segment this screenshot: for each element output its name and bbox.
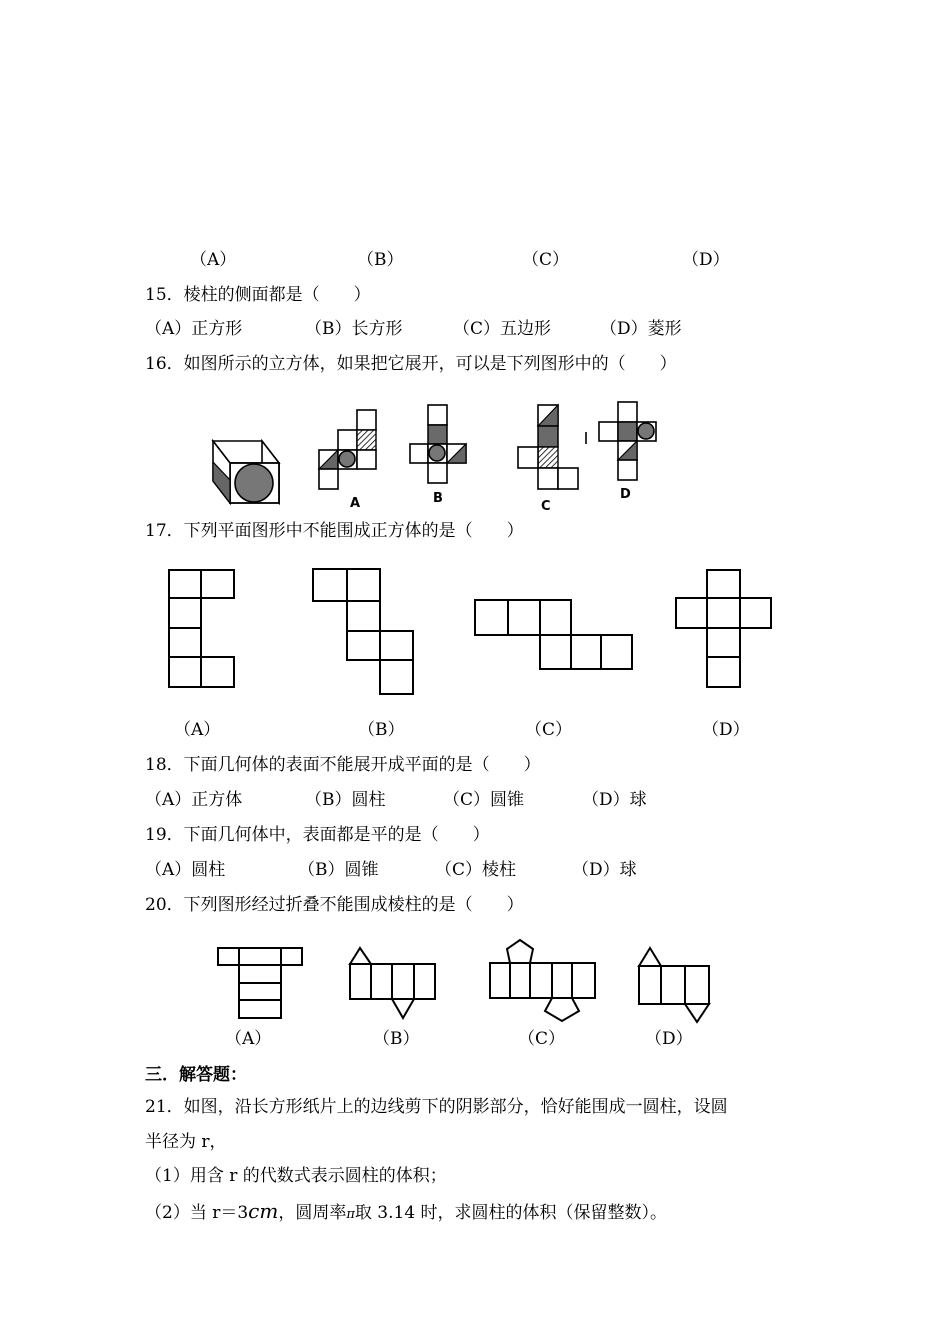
q21-part2-b: ，圆周率	[278, 1203, 347, 1223]
q16-label-d: D	[620, 487, 631, 502]
q20-option-a: （A）	[225, 1029, 272, 1049]
q16-stem: 16．如图所示的立方体，如果把它展开，可以是下列图形中的（ ）	[145, 354, 677, 374]
q17-net-d	[676, 570, 771, 687]
q17-net-c	[475, 600, 632, 669]
q18-option-b: （B）圆柱	[305, 790, 386, 810]
q19-option-b: （B）圆锥	[298, 860, 379, 880]
q16-net-b	[410, 405, 466, 483]
q16-net-d	[599, 402, 656, 480]
q20-option-c: （C）	[518, 1029, 566, 1049]
q15-option-d: （D）菱形	[600, 319, 682, 339]
q21-part2-pi: π	[346, 1207, 355, 1222]
q16-net-c	[518, 405, 586, 489]
q19-option-a: （A）圆柱	[145, 860, 226, 880]
q20-net-c	[490, 940, 595, 1021]
q21-part1: （1）用含 r 的代数式表示圆柱的体积；	[145, 1166, 447, 1186]
q16-label-b: B	[433, 491, 443, 506]
q14-option-c: （C）	[522, 250, 570, 270]
q20-net-b	[350, 948, 435, 1018]
q19-option-d: （D）球	[572, 860, 637, 880]
q17-net-b	[313, 569, 413, 694]
section3-title: 三．解答题：	[145, 1065, 247, 1085]
q15-option-a: （A）正方形	[145, 319, 243, 339]
q21-part2-a: （2）当 r＝3	[145, 1203, 249, 1223]
q20-net-d	[639, 948, 709, 1022]
q14-option-b: （B）	[357, 250, 404, 270]
q18-option-a: （A）正方体	[145, 790, 243, 810]
q20-stem: 20．下列图形经过折叠不能围成棱柱的是（ ）	[145, 895, 524, 915]
q21-line2: 半径为 r，	[145, 1132, 227, 1152]
q16-label-a: A	[350, 496, 361, 511]
q15-option-b: （B）长方形	[305, 319, 403, 339]
q16-cube-figure	[213, 441, 279, 503]
q21-part2-c: 取 3.14 时，求圆柱的体积（保留整数）。	[354, 1203, 668, 1223]
q19-option-c: （C）棱柱	[435, 860, 517, 880]
q17-option-b: （B）	[358, 720, 405, 740]
q21-part2-unit: cm	[248, 1199, 279, 1223]
q21-part2	[145, 1201, 667, 1225]
q20-option-b: （B）	[373, 1029, 420, 1049]
q16-net-a	[319, 410, 376, 489]
q17-option-a: （A）	[174, 720, 221, 740]
q17-option-d: （D）	[702, 720, 750, 740]
q19-stem: 19．下面几何体中，表面都是平的是（ ）	[145, 825, 490, 845]
q17-stem: 17．下列平面图形中不能围成正方体的是（ ）	[145, 521, 524, 541]
q14-option-d: （D）	[682, 250, 730, 270]
q20-option-d: （D）	[645, 1029, 693, 1049]
q18-stem: 18．下面几何体的表面不能展开成平面的是（ ）	[145, 755, 541, 775]
q18-option-c: （C）圆锥	[443, 790, 525, 810]
q17-option-c: （C）	[525, 720, 573, 740]
q15-stem: 15．棱柱的侧面都是（ ）	[145, 285, 371, 305]
q15-option-c: （C）五边形	[453, 319, 552, 339]
q20-net-a	[218, 948, 302, 1018]
q21-line1: 21．如图，沿长方形纸片上的边线剪下的阴影部分，恰好能围成一圆柱，设圆	[145, 1097, 728, 1117]
q17-net-a	[169, 570, 234, 687]
q14-option-a: （A）	[190, 250, 237, 270]
q18-option-d: （D）球	[582, 790, 647, 810]
q16-label-c: C	[541, 499, 551, 514]
